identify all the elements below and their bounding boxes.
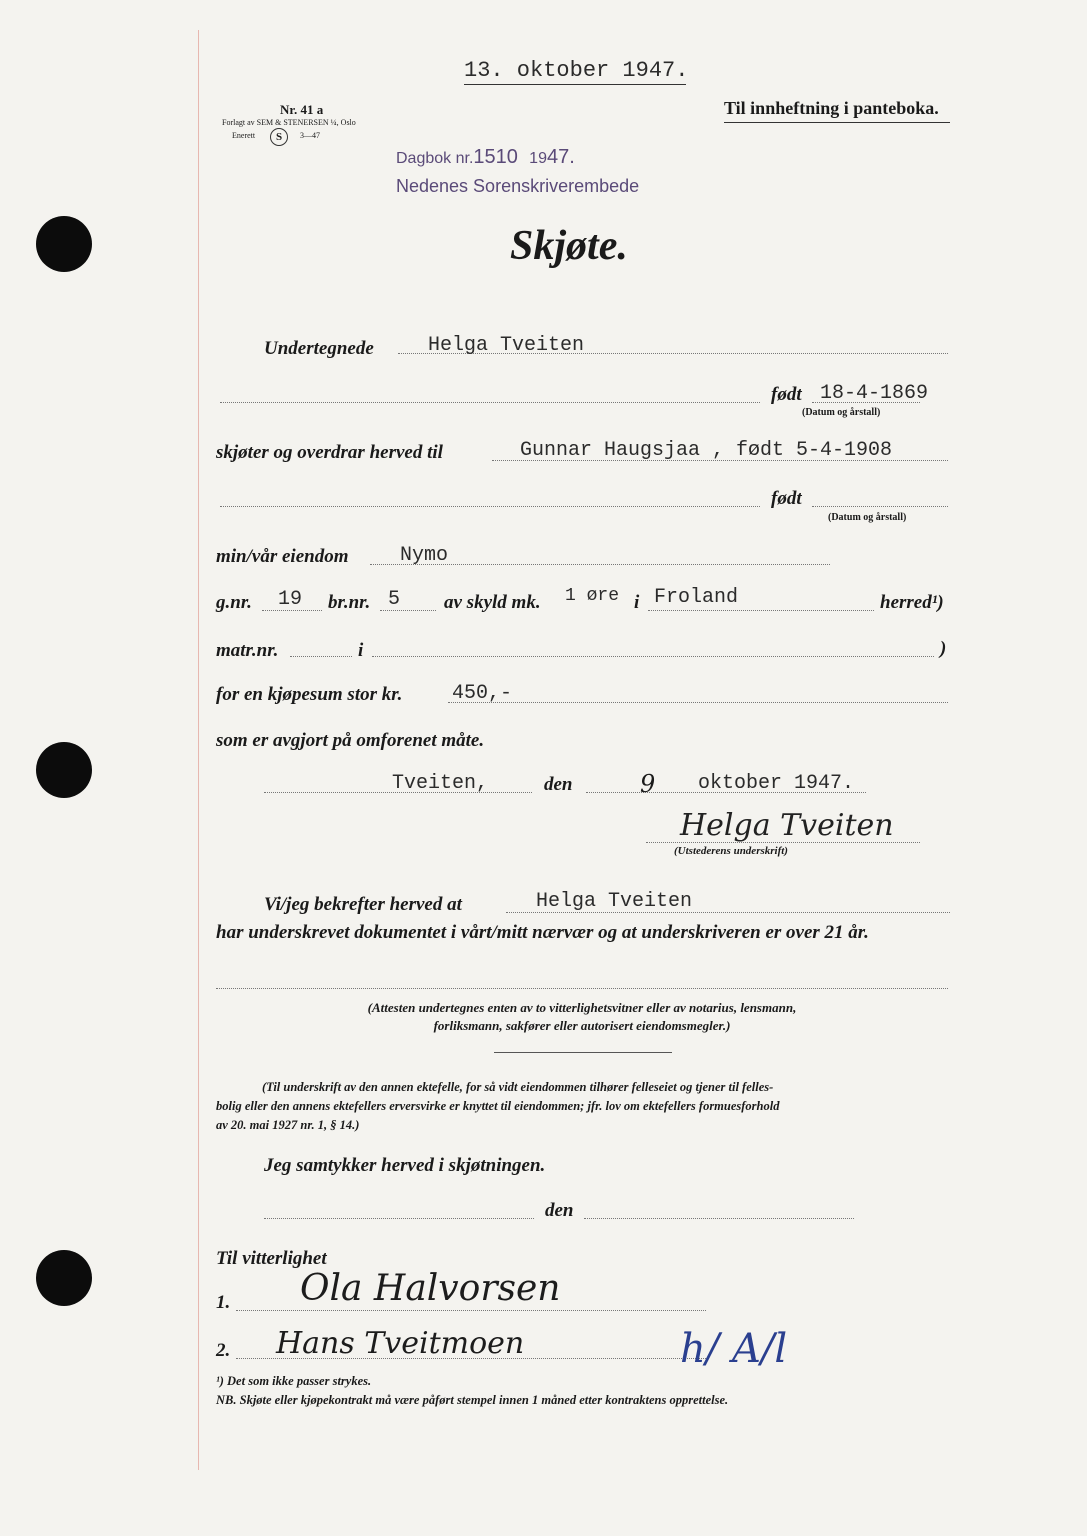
consent-date-line <box>584 1218 854 1219</box>
attest-statement: har underskrevet dokumentet i vårt/mitt nærvær og at underskriveren er over 21 år. <box>216 922 869 943</box>
publisher-date: 3—47 <box>300 131 320 140</box>
skjoter-value: Gunnar Haugsjaa , født 5-4-1908 <box>520 439 893 462</box>
witness-number-1: 1. <box>216 1292 231 1313</box>
dagbok-year: 47. <box>546 146 575 168</box>
kjopesum-label: for en kjøpesum stor kr. <box>216 684 403 705</box>
dagbok-prefix: Dagbok nr. <box>396 150 474 167</box>
skyld-value: 1 øre <box>565 586 620 606</box>
witness-number-2: 2. <box>216 1340 231 1361</box>
attest-label: Vi/jeg bekrefter herved at <box>264 894 462 915</box>
den-label: den <box>544 774 573 795</box>
herred-value: Froland <box>654 586 739 609</box>
gnr-label: g.nr. <box>216 592 252 613</box>
punch-hole-top <box>36 216 92 272</box>
herred-line <box>648 610 874 611</box>
matr-label: matr.nr. <box>216 640 279 661</box>
right-title-underline <box>724 122 950 123</box>
attest-note-1: (Attesten undertegnes enten av to vitterlighetsvitner eller av notarius, lensmann, <box>367 1000 797 1015</box>
datum-label: (Datum og årstall) <box>802 407 881 418</box>
undertegnede-value: Helga Tveiten <box>428 334 585 357</box>
witness-signature-2: Hans Tveitmoen <box>276 1326 525 1361</box>
witness-line-1 <box>236 1310 706 1311</box>
matr-close: ) <box>940 638 947 659</box>
office-stamp: Nedenes Sorenskriverembede <box>396 176 640 196</box>
punch-hole-bottom <box>36 1250 92 1306</box>
avgjort-text: som er avgjort på omforenet måte. <box>216 730 485 751</box>
kjopesum-line <box>448 702 948 703</box>
owner-signature: Helga Tveiten <box>680 808 894 843</box>
publisher-line: Forlagt av SEM & STENERSEN ¼, Oslo <box>222 118 356 127</box>
day-value: 9 <box>640 770 656 798</box>
gnr-value: 19 <box>278 588 303 611</box>
fodt-value: 18-4-1869 <box>820 382 929 405</box>
header-right-title: Til innheftning i panteboka. <box>724 98 939 118</box>
brnr-label: br.nr. <box>328 592 371 613</box>
spouse-note-3: av 20. mai 1927 nr. 1, § 14.) <box>216 1118 360 1132</box>
matr-line <box>290 656 352 657</box>
matr-place-line <box>372 656 934 657</box>
attest-note-2: forliksmann, sakfører eller autorisert eiendomsmegler.) <box>433 1018 731 1033</box>
spouse-note-1: (Til underskrift av den annen ektefelle, for så vidt eiendommen tilhører felleseiet og tjener til felles- <box>262 1080 774 1094</box>
witness-heading: Til vitterlighet <box>216 1248 327 1269</box>
footnote-1: ¹) Det som ikke passer strykes. <box>216 1374 372 1388</box>
footnote-2: NB. Skjøte eller kjøpekontrakt må være påført stempel innen 1 måned etter kontraktens opprettelse. <box>216 1393 729 1407</box>
herred-label: herred¹) <box>880 592 944 613</box>
publisher-enerett: Enerett <box>232 131 256 140</box>
dagbok-number: 1510 <box>473 146 518 168</box>
document-title: Skjøte. <box>510 223 628 269</box>
undertegnede-label: Undertegnede <box>264 338 374 359</box>
matr-i-label: i <box>358 640 364 661</box>
consent-place-line <box>264 1218 534 1219</box>
witness-signature-1: Ola Halvorsen <box>300 1268 561 1309</box>
consent-text: Jeg samtykker herved i skjøtningen. <box>264 1155 546 1176</box>
fodt-label: født <box>771 384 802 405</box>
fodt2-leading-line <box>220 506 760 507</box>
dagbok-stamp <box>396 146 575 169</box>
witness-initials: h/ A/l <box>680 1326 788 1372</box>
document-date: 13. oktober 1947. <box>464 58 689 83</box>
publisher-logo-icon: S <box>270 128 288 146</box>
eiendom-value: Nymo <box>400 544 449 567</box>
kjopesum-value: 450,- <box>452 682 513 705</box>
datum2-label: (Datum og årstall) <box>828 512 907 523</box>
attest-sign-line <box>216 988 948 989</box>
signature-line <box>646 842 920 843</box>
herred-i-label: i <box>634 592 640 613</box>
brnr-value: 5 <box>388 588 401 611</box>
skyld-label: av skyld mk. <box>444 592 541 613</box>
section-divider <box>494 1052 672 1053</box>
fodt2-line <box>812 506 948 507</box>
dagbok-year-prefix: 19 <box>529 150 547 167</box>
month-year-value: oktober 1947. <box>698 772 855 795</box>
place-value: Tveiten, <box>392 772 489 795</box>
spouse-note-2: bolig eller den annens ektefellers erversvirke er knyttet til eiendommen; jfr. lov om ektefellers formuesforhold <box>216 1099 780 1113</box>
signature-label: (Utstederens underskrift) <box>674 845 788 857</box>
eiendom-label: min/vår eiendom <box>216 546 349 567</box>
consent-den-label: den <box>545 1200 574 1221</box>
date-underline <box>464 84 686 85</box>
fodt-leading-line <box>220 402 760 403</box>
form-number: Nr. 41 a <box>280 102 324 117</box>
punch-hole-middle <box>36 742 92 798</box>
margin-rule <box>198 30 199 1470</box>
skjoter-label: skjøter og overdrar herved til <box>216 442 443 463</box>
attest-value: Helga Tveiten <box>536 890 693 913</box>
fodt2-label: født <box>771 488 802 509</box>
